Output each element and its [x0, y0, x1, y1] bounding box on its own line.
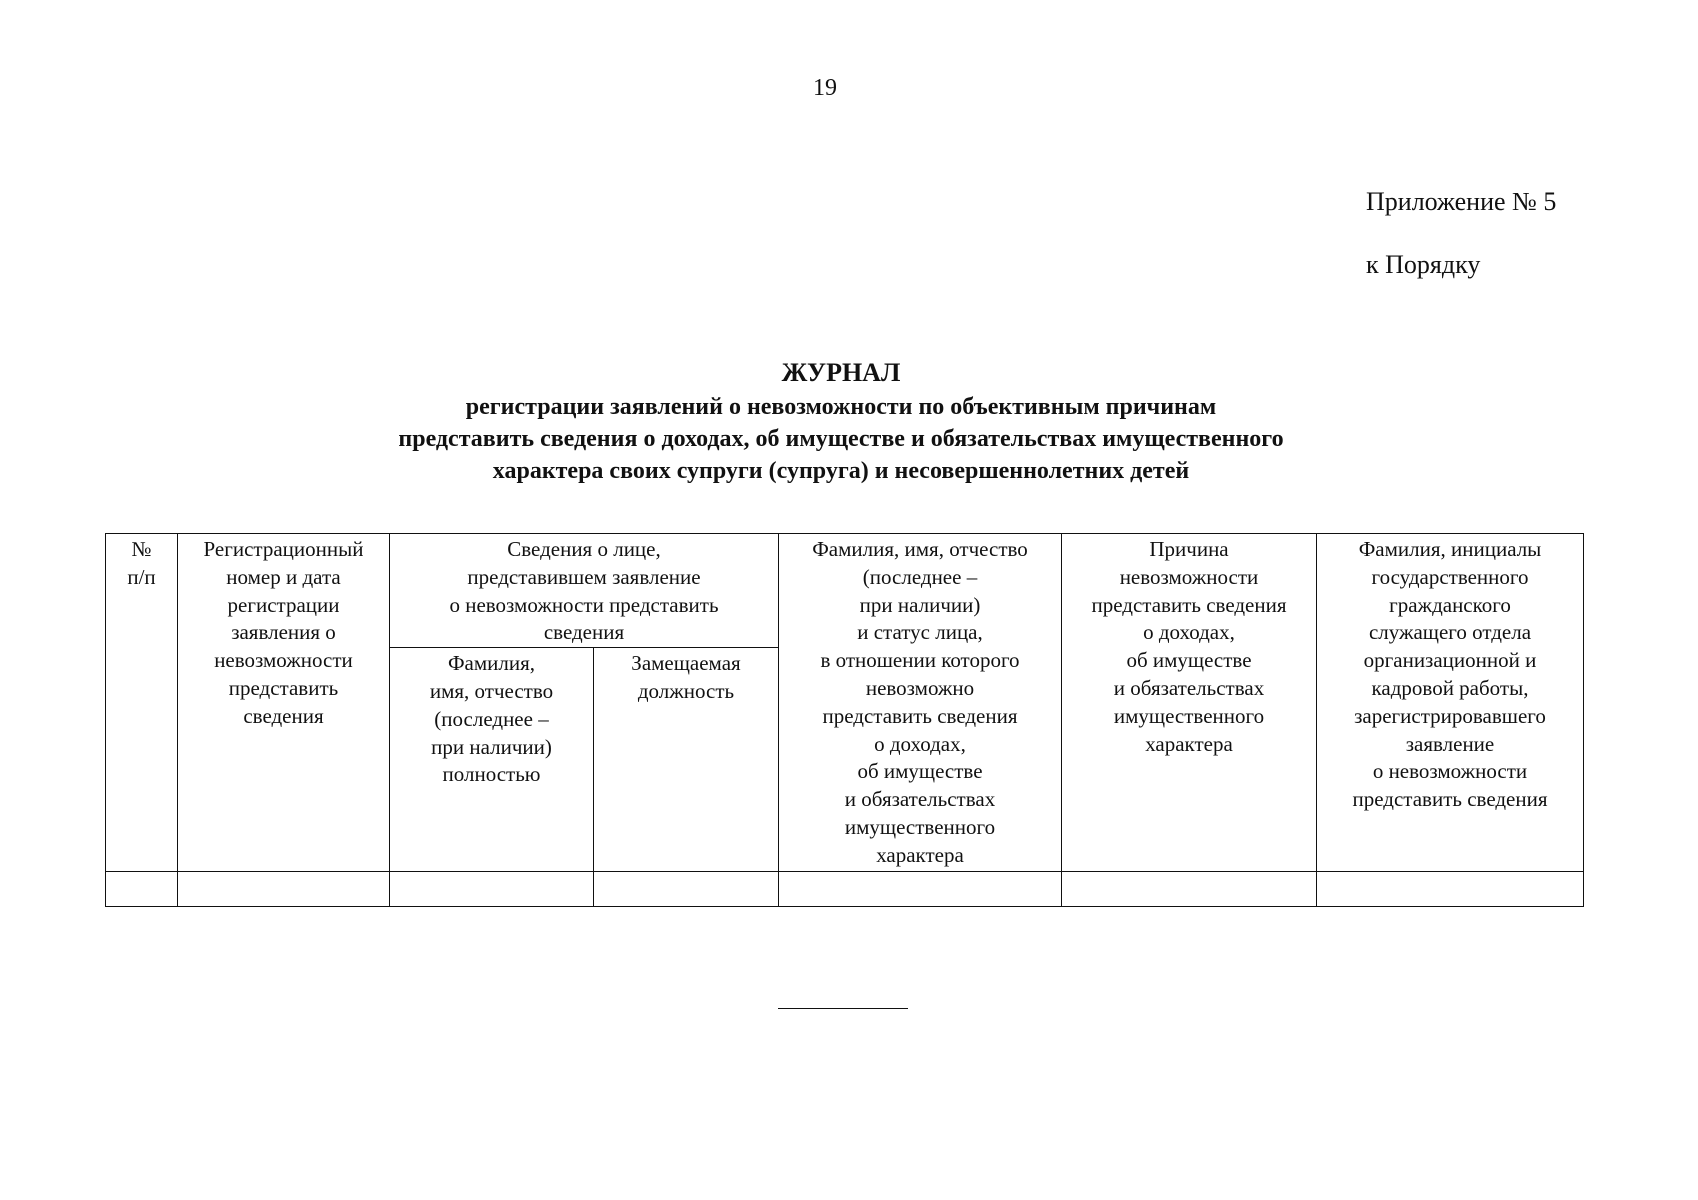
page-number: 19 — [813, 75, 837, 101]
table-cell — [106, 872, 178, 907]
header-applicant-position: Замещаемая должность — [594, 648, 779, 872]
header-reason: Причина невозможности представить сведения о доходах, об имуществе и обязательствах имущественного характера — [1062, 534, 1317, 872]
header-number: № п/п — [106, 534, 178, 872]
title-line-2: представить сведения о доходах, об имуществе и обязательствах имущественного — [398, 426, 1284, 452]
title-main: ЖУРНАЛ — [781, 358, 901, 387]
table-cell — [178, 872, 390, 907]
header-officer: Фамилия, инициалы государственного гражданского служащего отдела организационной и кадровой работы, зарегистрировавшего заявление о невозможности представить сведения — [1317, 534, 1584, 872]
appendix-label: Приложение № 5 — [1366, 187, 1557, 216]
footer-divider — [778, 1008, 908, 1009]
table-cell — [779, 872, 1062, 907]
table-cell — [1317, 872, 1584, 907]
table-cell — [1062, 872, 1317, 907]
table-cell — [594, 872, 779, 907]
table-row — [106, 872, 1584, 907]
document-title — [0, 355, 1682, 487]
title-line-1: регистрации заявлений о невозможности по объективным причинам — [465, 394, 1217, 420]
title-line-3: характера своих супруги (супруга) и несовершеннолетних детей — [492, 458, 1190, 484]
appendix-reference: к Порядку — [1366, 250, 1481, 279]
header-applicant-name: Фамилия, имя, отчество (последнее – при наличии) полностью — [390, 648, 594, 872]
header-applicant-group: Сведения о лице, представившем заявление о невозможности представить сведения — [390, 534, 779, 648]
header-relative: Фамилия, имя, отчество (последнее – при наличии) и статус лица, в отношении которого невозможно представить сведения о доходах, об имуществе и обязательствах имущественного характера — [779, 534, 1062, 872]
header-registration: Регистрационный номер и дата регистрации заявления о невозможности представить сведения — [178, 534, 390, 872]
journal-table — [105, 533, 1584, 907]
table-cell — [390, 872, 594, 907]
